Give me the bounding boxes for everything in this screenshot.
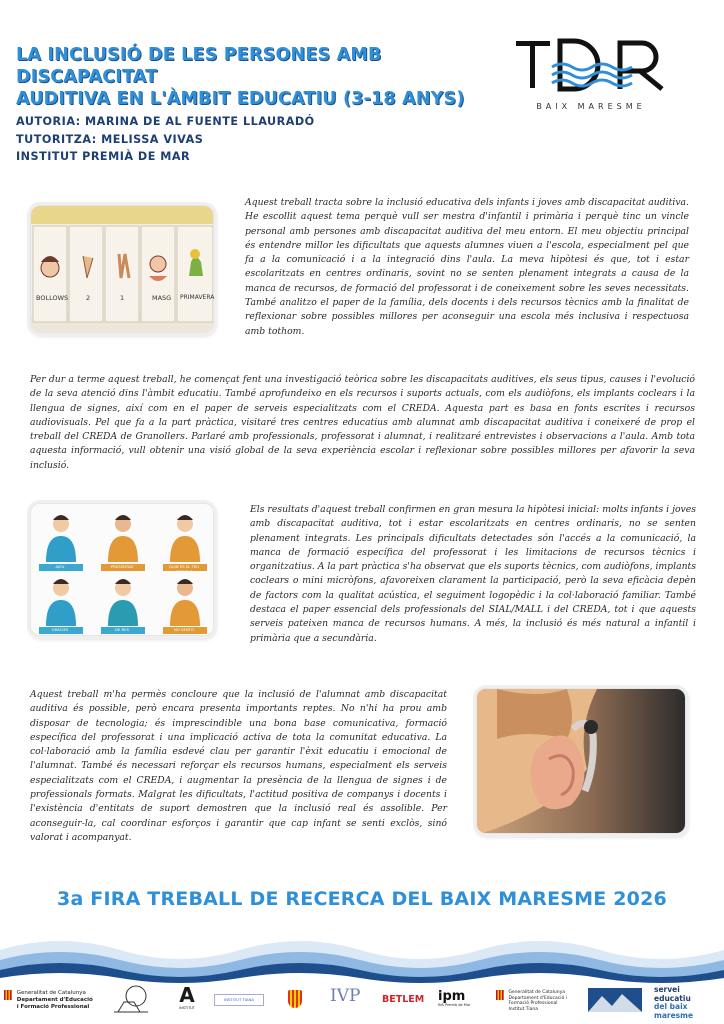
sign-caption-1: AJEU — [55, 564, 65, 569]
hearing-aid-photo — [476, 688, 686, 834]
gencat-tiana-line-3: Formació Professional — [508, 1001, 558, 1006]
servei-line-1: servei — [654, 985, 680, 994]
mountain-logo — [588, 988, 642, 1012]
footer-waves — [0, 920, 724, 984]
ipm-sub: INS Premià de Mar — [438, 1003, 471, 1007]
card-label-3: 1 — [120, 294, 125, 302]
sign-caption-6: NO SENTO — [174, 627, 194, 632]
school: INSTITUT PREMIÀ DE MAR — [16, 150, 191, 163]
gencat-logo — [4, 990, 93, 1011]
institut-a-letter: A — [179, 983, 195, 1007]
intro-paragraph: Aquest treball tracta sobre la inclusió educativa dels infants i joves amb discapacitat auditiva. He escollit aquest tema perquè vull ser mestra d'infantil i primària i perquè tinc un vincle personal amb persones amb discapacitat auditiva del meu entorn. El meu objectiu principal és entendre millor les dificultats que aquests alumnes viuen a l'escola, especialment pel que fa a la comunicació i a la integració dins l'aula. La meva hipòtesi és que, tot i estar escolaritzats en centres ordinaris, sovint no se senten plenament integrats a causa de la manca de recursos, de formació del professorat i de coneixement sobre les seves necessitats. També analitzo el paper de la família, dels docents i dels recursos tècnics amb la finalitat de reflexionar sobre possibles millores per aconseguir una escola més inclusiva i respectuosa amb tothom. — [245, 197, 689, 337]
institut-a-logo — [174, 984, 200, 1010]
gencat-line-2: Departament d'Educació — [16, 997, 93, 1003]
ivp-logo — [330, 986, 360, 1006]
institut-tiana-logo: INSTITUT TIANA — [214, 994, 264, 1006]
servei-line-3: del baix maresme — [654, 1002, 694, 1020]
sign-caption-4: GRÀCIES — [51, 627, 69, 632]
author-block — [16, 113, 315, 166]
gencat-tiana-line-1: Generalitat de Catalunya — [508, 990, 565, 995]
title-line-1: LA INCLUSIÓ DE LES PERSONES AMB DISCAPACITAT — [16, 45, 382, 87]
author: AUTORIA: MARINA DE AL FUENTE LLAURADÓ — [16, 115, 315, 128]
card-label-4: MASG — [152, 294, 172, 302]
ipm-text: ipm — [438, 989, 466, 1004]
shield-logo — [288, 990, 302, 1008]
conclusion-paragraph: Aquest treball m'ha permès concloure que la inclusió de l'alumnat amb discapacitat auditiva és possible, però encara presenta importants reptes. No n'hi ha prou amb disposar de tecnologia; és imprescindible una bona base comunicativa, formació específica del professorat i una implicació activa de tota la comunitat educativa. La col·laboració amb la família esdevé clau per garantir l'èxit educatiu i emocional de l'alumnat. També és necessari reforçar els recursos humans, especialment els serveis especialitzats com el CREDA, i augmentar la presència de la llengua de signes i de professionals formats. Malgrat les dificultats, l'actitud positiva de companys i docents i l'existència d'entitats de suport demostren que la inclusió real és assolible. Per aconseguir-la, cal coordinar esforços i garantir que cap infant se senti exclòs, sinó valorat i acompanyat. — [30, 689, 447, 843]
sign-caption-3: QUIN ES EL TEU SENYAL? — [168, 564, 200, 574]
results-paragraph: Els resultats d'aquest treball confirmen en gran mesura la hipòtesi inicial: molts infants i joves amb discapacitat auditiva, tot i estar escolaritzats en centres ordinaris, no se senten plenament integrats. Les principals dificultats detectades són l'accés a la comunicació, la manca de formació específica del professorat i les limitacions de recursos tècnics i organitzatius. A la part pràctica s'ha observat que els suports tècnics, com audiòfons, implants coclears o mini micròfons, afavoreixen clarament la participació, però la seva eficàcia depèn de factors com la qualitat acústica, el seguiment logopèdic i la col·laboració familiar. També destaca el paper essencial dels professionals del SIAL/MALL i del CREDA, tot i que aquests serveis pateixen manca de recursos humans. A més, la inclusió és més natural a infantil i primària que a secundària. — [250, 504, 696, 644]
gencat-line-3: i Formació Professional — [16, 1004, 90, 1010]
gencat-tiana-icon — [496, 990, 504, 1000]
sign-captions — [30, 503, 214, 636]
poster-title — [16, 44, 511, 110]
title-line-2: AUDITIVA EN L'ÀMBIT EDUCATIU (3-18 ANYS) — [16, 89, 465, 109]
gencat-tiana-logo — [496, 990, 567, 1012]
ipm-logo — [438, 990, 470, 1007]
gencat-tiana-line-2: Departament d'Educació i — [508, 995, 567, 1001]
fair-title: 3a FIRA TREBALL DE RECERCA DEL BAIX MARESME 2026 — [57, 888, 667, 910]
tutor: TUTORITZA: MELISSA VIVAS — [16, 132, 204, 146]
institut-a-sub: INSTITUT — [179, 1006, 195, 1010]
card-label-1: BOLLOWS — [36, 294, 69, 302]
method-paragraph: Per dur a terme aquest treball, he començat fent una investigació teòrica sobre les discapacitats auditives, els seus tipus, causes i l'evolució de la seva atenció dins l'àmbit educatiu. També aprofundeixo en els recursos i suports actuals, com els audiòfons, els implants coclears i la llengua de signes, així com en el paper de serveis especialitzats com el CREDA. Aquesta part es basa en fonts escrites i recursos audiovisuals. Pel que fa a la part pràctica, visitaré tres centres educatius amb alumnat amb discapacitat auditiva i coneixeré de prop el treball del CREDA de Granollers. Parlaré amb professionals, professorat i alumnat, i realitzaré entrevistes i observacions a l'aula. Amb tota aquesta informació, vull obtenir una visió global de la seva experiència escolar i reflexionar sobre possibles millores per afavorir la seva inclusió. — [30, 374, 695, 471]
tdr-logo-subtitle: BAIX MARESME — [536, 102, 646, 111]
sign-caption-5: DE RES — [115, 627, 129, 632]
ivp-text: IVP — [330, 986, 361, 1006]
card-label-2: 2 — [86, 294, 91, 302]
gencat-icon — [4, 990, 12, 1000]
sponsor-logos — [0, 984, 724, 1024]
card-label-5: PRIMAVERA — [180, 294, 215, 301]
tree-logo — [110, 984, 152, 1018]
sign-cards-photo — [30, 205, 214, 333]
gencat-tiana-line-4: Institut Tiana — [508, 1006, 539, 1012]
sign-caption-2: PRESENTAR — [110, 564, 134, 569]
servei-educatiu-logo — [654, 986, 724, 1020]
card-labels — [32, 294, 215, 308]
gencat-line-1: Generalitat de Catalunya — [16, 990, 86, 996]
betlem-logo: BETLEM — [382, 994, 425, 1005]
servei-line-2: educatiu — [654, 993, 691, 1003]
